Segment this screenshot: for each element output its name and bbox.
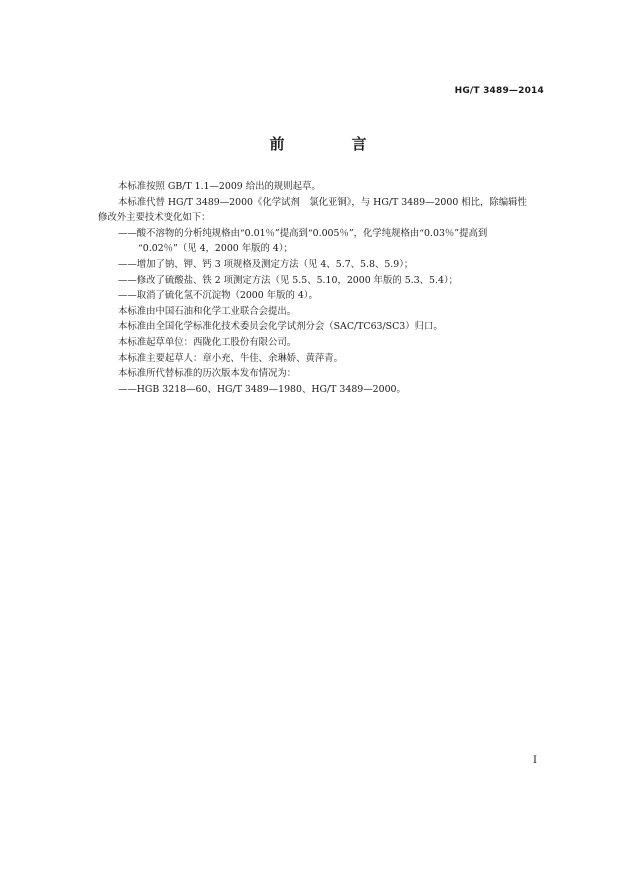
change-item-sulfate-iron: ——修改了硫酸盐、铁 2 项测定方法（见 5.5、5.10，2000 年版的 5.3、5.4）； (118, 274, 459, 286)
paragraph-history: 本标准所代替标准的历次版本发布情况为： (118, 368, 297, 380)
foreword-body (98, 179, 548, 397)
paragraph-drafting-rules: 本标准按照 GB/T 1.1—2009 给出的规则起草。 (118, 181, 321, 192)
page-number: I (533, 755, 537, 766)
document-code: HG/T 3489—2014 (454, 86, 544, 96)
history-item-versions: ——HGB 3218—60、HG/T 3489—1980、HG/T 3489—2000。 (118, 383, 406, 395)
change-item-acid-insoluble: ——酸不溶物的分析纯规格由“0.01％”提高到“0.005％”，化学纯规格由“0.03％”提高到 (118, 227, 488, 239)
change-item-h2s: ——取消了硫化氢不沉淀物（2000 年版的 4）。 (118, 290, 318, 302)
paragraph-drafting-unit: 本标准起草单位：西陇化工股份有限公司。 (118, 336, 297, 348)
paragraph-replaces: 本标准代替 HG/T 3489—2000《化学试剂 氯化亚铜》，与 HG/T 3489—2000 相比，除编辑性 (118, 196, 527, 208)
paragraph-drafters: 本标准主要起草人：章小充、牛佳、余琳娇、黄萍青。 (118, 352, 344, 364)
page-title: 前 言 (269, 135, 393, 153)
paragraph-managed-by: 本标准由全国化学标准化技术委员会化学试剂分会（SAC/TC63/SC3）归口。 (118, 321, 443, 333)
paragraph-replaces-cont: 修改外主要技术变化如下： (98, 212, 211, 224)
change-item-acid-insoluble-cont: “0.02％”（见 4，2000 年版的 4）； (138, 243, 293, 255)
paragraph-proposed-by: 本标准由中国石油和化学工业联合会提出。 (118, 305, 297, 317)
change-item-na-k-ca: ——增加了钠、钾、钙 3 项规格及测定方法（见 4、5.7、5.8、5.9）； (118, 258, 414, 270)
